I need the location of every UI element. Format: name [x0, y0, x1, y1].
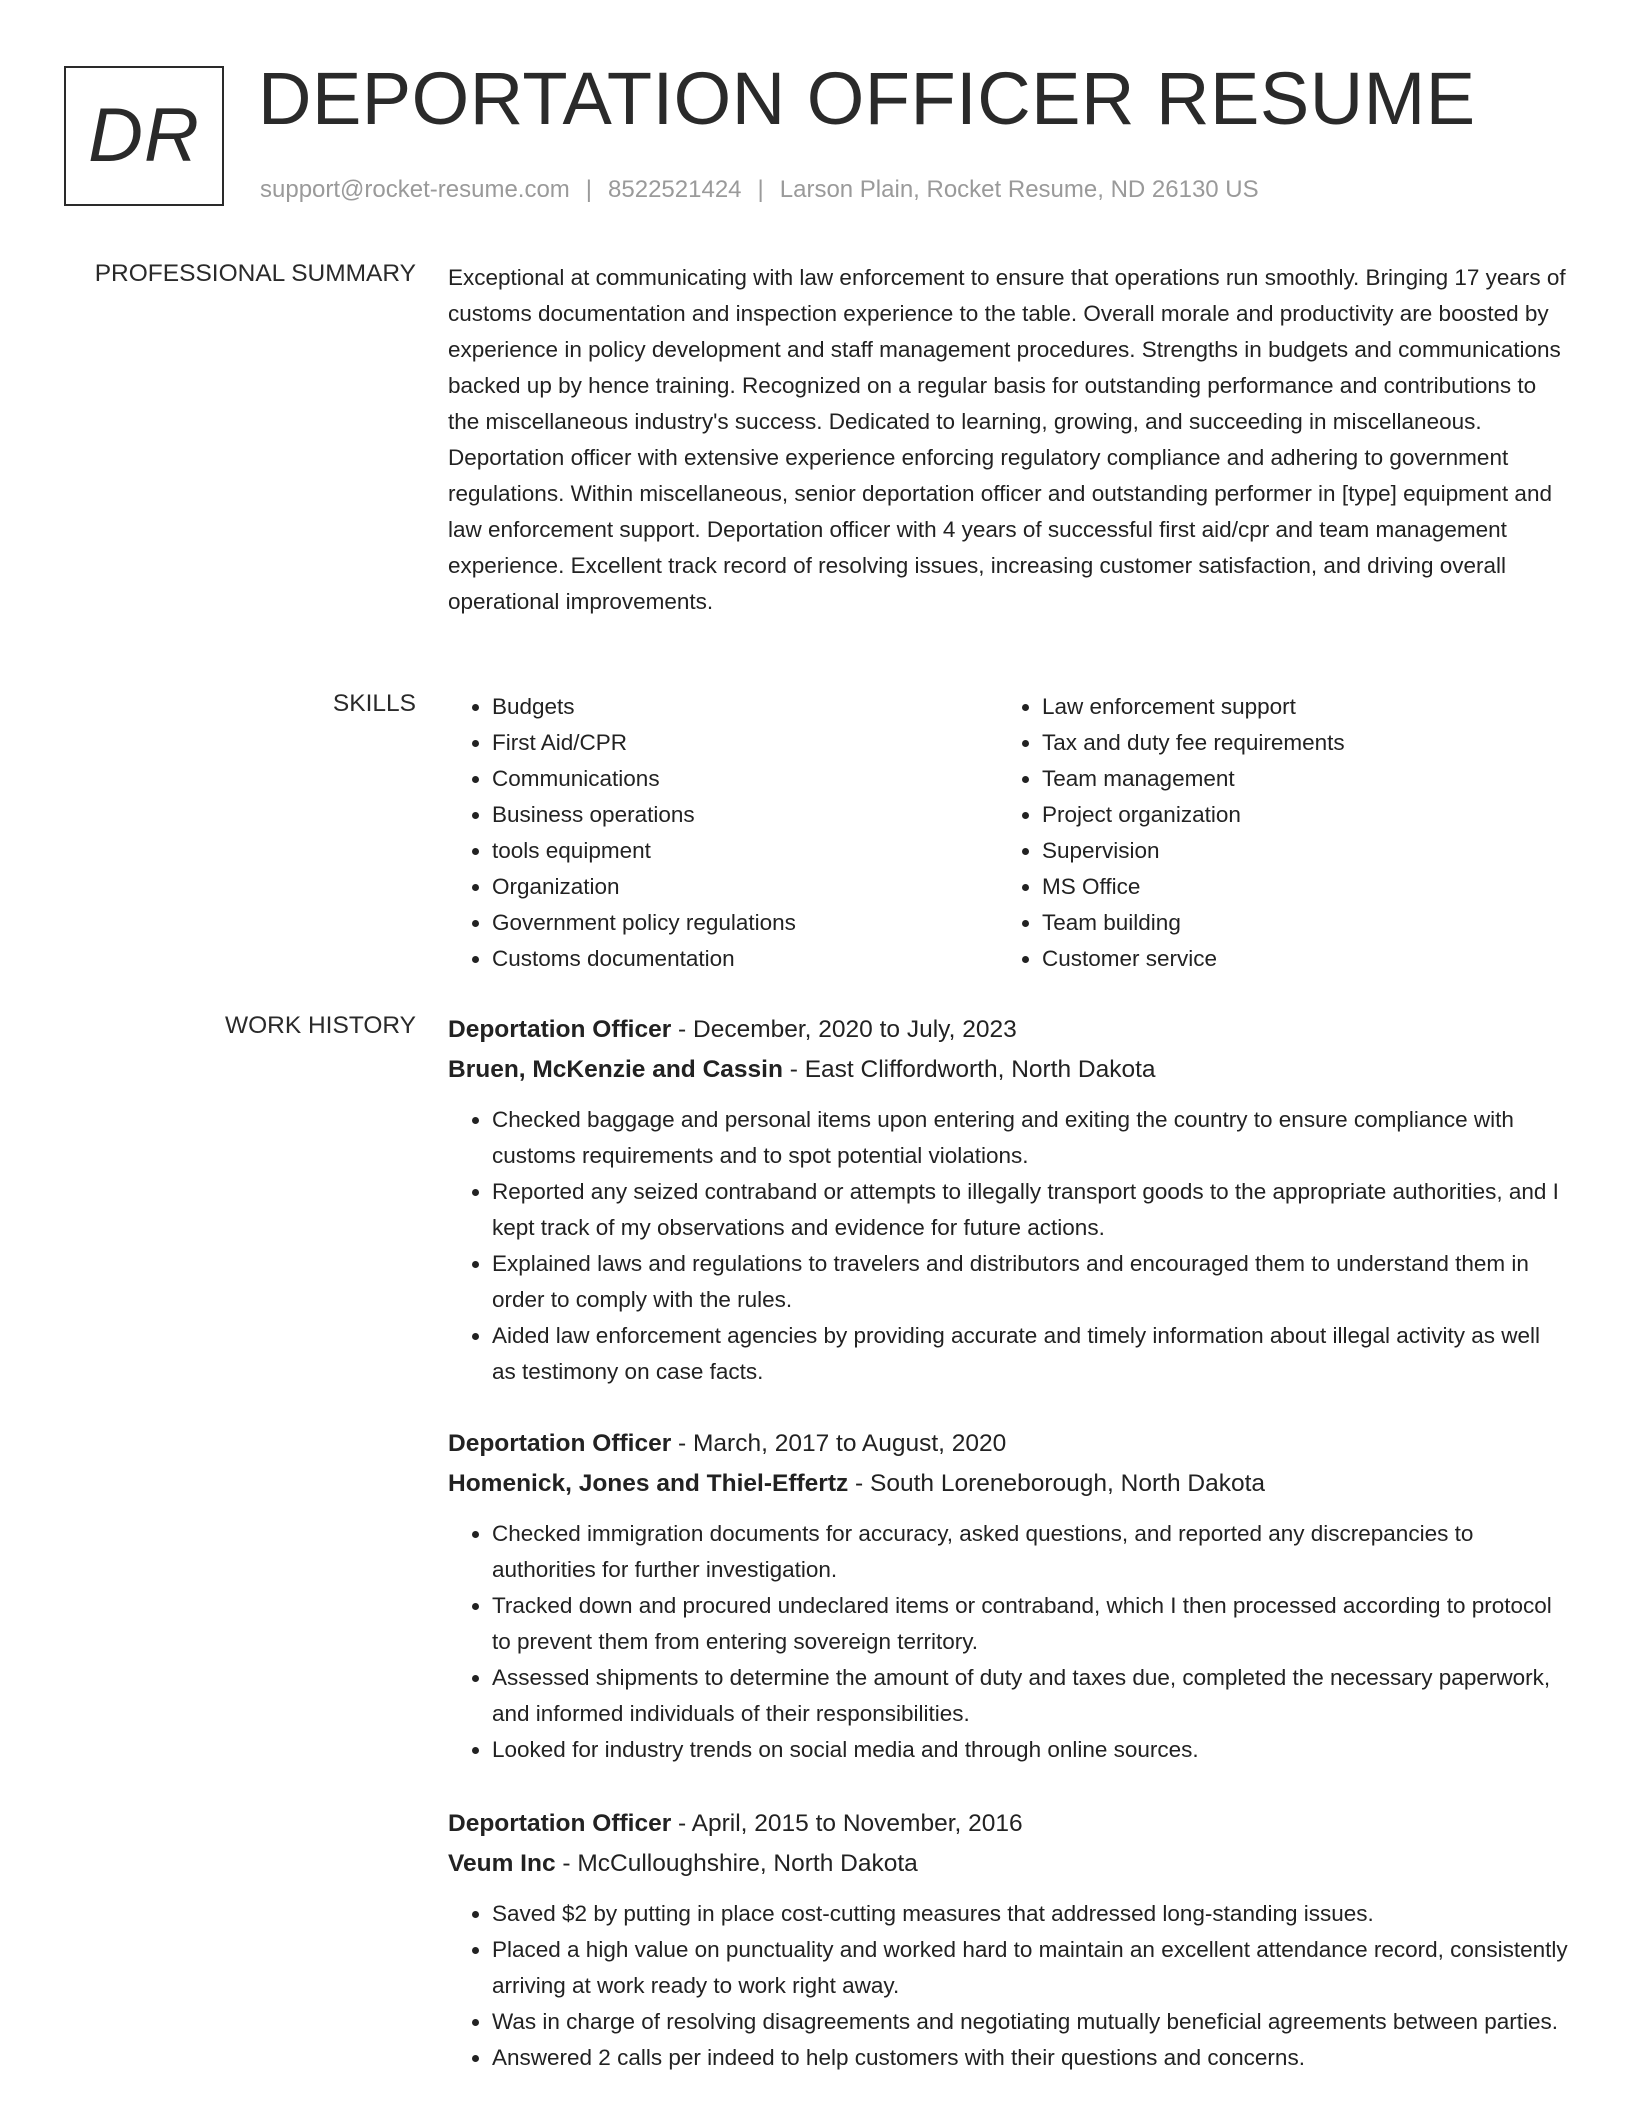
skill-item: • Supervision — [1042, 833, 1548, 869]
job-bullet: • Reported any seized contraband or attempts to illegally transport goods to the appropriate authorities, and I kept track of my observations and evidence for future actions. — [492, 1174, 1568, 1246]
job-title-line — [448, 1804, 1568, 1844]
summary-text: Exceptional at communicating with law enforcement to ensure that operations run smoothly. Bringing 17 years of customs documentation and inspection experience to the table. Overall morale and productivity are boosted by experience in policy development and staff management procedures. Strengths in budgets and communications backed up by hence training. Recognized on a regular basis for outstanding performance and contributions to the miscellaneous industry's success. Dedicated to learning, growing, and succeeding in miscellaneous. Deportation officer with extensive experience enforcing regulatory compliance and adhering to government regulations. Within miscellaneous, senior deportation officer and outstanding performer in [type] equipment and law enforcement support. Deportation officer with 4 years of successful first aid/cpr and team management experience. Excellent track record of resolving issues, increasing customer satisfaction, and driving overall operational improvements. — [448, 265, 1566, 614]
skills-heading: SKILLS — [332, 690, 416, 717]
contact-email[interactable]: support@rocket-resume.com — [260, 176, 570, 203]
skill-item: • Tax and duty fee requirements — [1042, 725, 1548, 761]
job-entry — [448, 1424, 1568, 1768]
skill-item: • Project organization — [1042, 797, 1548, 833]
job-bullet: • Explained laws and regulations to travelers and distributors and encouraged them to understand them in order to comply with the rules. — [492, 1246, 1568, 1318]
skill-item: • First Aid/CPR — [492, 725, 998, 761]
contact-line — [260, 176, 1259, 204]
job-bullet: • Was in charge of resolving disagreements and negotiating mutually beneficial agreements between parties. — [492, 2004, 1568, 2040]
job-bullet: • Placed a high value on punctuality and worked hard to maintain an excellent attendance record, consistently arriving at work ready to work right away. — [492, 1932, 1568, 2004]
job-dates: - March, 2017 to August, 2020 — [671, 1430, 1007, 1457]
skills-list-right — [998, 689, 1548, 977]
job-title-line — [448, 1010, 1568, 1050]
summary-heading: PROFESSIONAL SUMMARY — [94, 260, 416, 287]
job-title: Deportation Officer — [448, 1016, 672, 1043]
skill-item: • Team building — [1042, 905, 1548, 941]
job-bullet: • Tracked down and procured undeclared items or contraband, which I then processed according to protocol to prevent them from entering sovereign territory. — [492, 1588, 1568, 1660]
job-company: Veum Inc — [448, 1850, 556, 1877]
work-history-heading: WORK HISTORY — [224, 1012, 416, 1039]
job-company-line — [448, 1844, 1568, 1884]
contact-separator: | — [585, 176, 593, 203]
monogram-box — [64, 66, 224, 206]
skills-list-left — [448, 689, 998, 977]
contact-phone[interactable]: 8522521424 — [608, 176, 742, 203]
job-title: Deportation Officer — [448, 1430, 672, 1457]
job-title-line — [448, 1424, 1568, 1464]
job-entry — [448, 1804, 1568, 2076]
contact-address: Larson Plain, Rocket Resume, ND 26130 US — [779, 176, 1259, 203]
job-company-line — [448, 1050, 1568, 1090]
job-bullet: • Answered 2 calls per indeed to help customers with their questions and concerns. — [492, 2040, 1568, 2076]
job-bullet: • Assessed shipments to determine the amount of duty and taxes due, completed the necessary paperwork, and informed individuals of their responsibilities. — [492, 1660, 1568, 1732]
job-company: Homenick, Jones and Thiel-Effertz — [448, 1470, 849, 1497]
skill-item: • Team management — [1042, 761, 1548, 797]
job-bullets — [448, 1102, 1568, 1390]
job-bullet: • Checked immigration documents for accuracy, asked questions, and reported any discrepancies to authorities for further investigation. — [492, 1516, 1568, 1588]
job-bullets — [448, 1896, 1568, 2076]
skill-item: • tools equipment — [492, 833, 998, 869]
monogram-initials: DR — [88, 93, 200, 178]
skill-item: • Law enforcement support — [1042, 689, 1548, 725]
skill-item: • Government policy regulations — [492, 905, 998, 941]
job-bullet: • Saved $2 by putting in place cost-cutting measures that addressed long-standing issues. — [492, 1896, 1568, 1932]
skill-item: • Business operations — [492, 797, 998, 833]
job-location: - East Cliffordworth, North Dakota — [782, 1056, 1156, 1083]
job-title: Deportation Officer — [448, 1810, 672, 1837]
resume-title: DEPORTATION OFFICER RESUME — [258, 57, 1476, 140]
job-location: - McCulloughshire, North Dakota — [555, 1850, 918, 1877]
job-bullet: • Checked baggage and personal items upon entering and exiting the country to ensure compliance with customs requirements and to spot potential violations. — [492, 1102, 1568, 1174]
job-bullets — [448, 1516, 1568, 1768]
job-dates: - April, 2015 to November, 2016 — [671, 1810, 1023, 1837]
skill-item: • Customer service — [1042, 941, 1548, 977]
contact-separator: | — [757, 176, 764, 203]
job-bullet: • Aided law enforcement agencies by providing accurate and timely information about illegal activity as well as testimony on case facts. — [492, 1318, 1568, 1390]
job-location: - South Loreneborough, North Dakota — [848, 1470, 1266, 1497]
skill-item: • Organization — [492, 869, 998, 905]
job-company-line — [448, 1464, 1568, 1504]
job-entry — [448, 1010, 1568, 1390]
job-dates: - December, 2020 to July, 2023 — [671, 1016, 1017, 1043]
skill-item: • Budgets — [492, 689, 998, 725]
skill-item: • MS Office — [1042, 869, 1548, 905]
skills-section — [448, 689, 1568, 977]
skill-item: • Customs documentation — [492, 941, 998, 977]
job-bullet: • Looked for industry trends on social media and through online sources. — [492, 1732, 1568, 1768]
job-company: Bruen, McKenzie and Cassin — [448, 1056, 783, 1083]
skill-item: • Communications — [492, 761, 998, 797]
summary-section — [448, 260, 1568, 620]
